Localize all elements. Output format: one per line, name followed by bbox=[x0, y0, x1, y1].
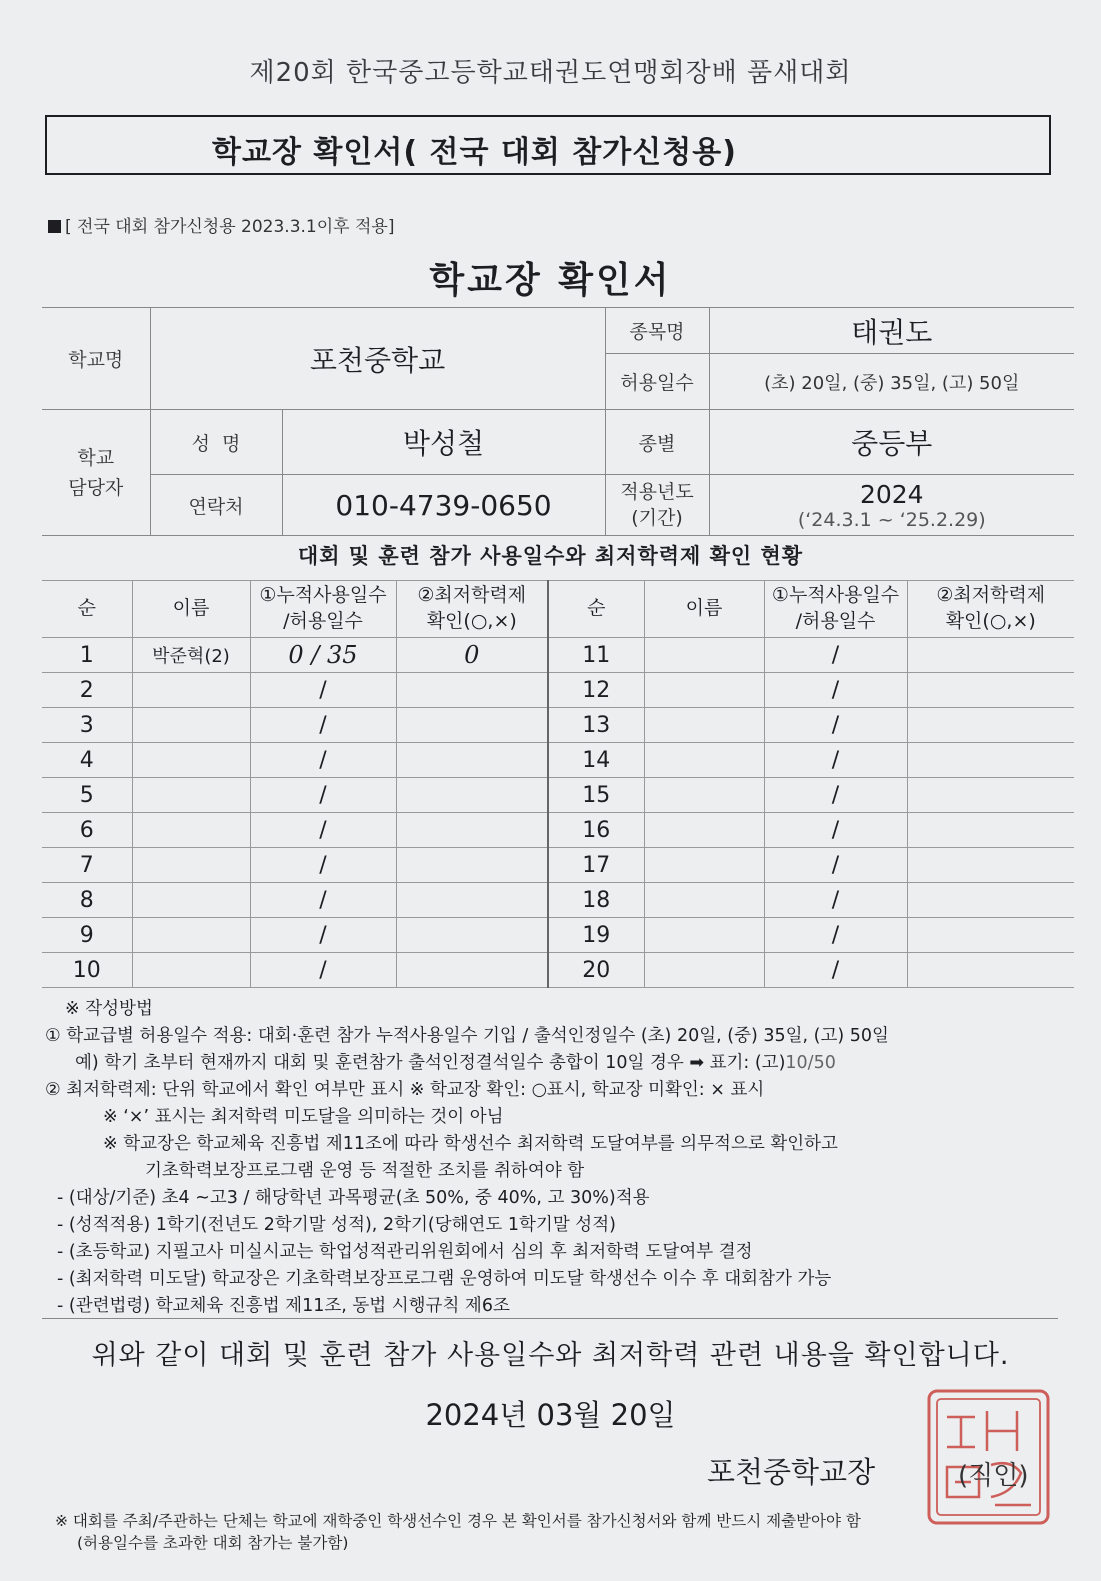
detail-1: - (대상/기준) 초4 ~고3 / 해당학년 과목평균(초 50%, 중 40%, 고 30%)적용 bbox=[57, 1188, 650, 1208]
row-days: / bbox=[764, 778, 907, 813]
issue-date: 2024년 03월 20일 bbox=[425, 1398, 676, 1432]
row-days: / bbox=[764, 673, 907, 708]
confirm-statement: 위와 같이 대회 및 훈련 참가 사용일수와 최저학력 관련 내용을 확인합니다. bbox=[91, 1340, 1010, 1371]
note-1-example bbox=[45, 1050, 1055, 1077]
year-cell bbox=[709, 475, 1074, 536]
roster-header-row bbox=[42, 581, 1074, 638]
row-name bbox=[644, 638, 764, 673]
signer-title: 포천중학교장 bbox=[707, 1455, 876, 1489]
row-days: / bbox=[764, 813, 907, 848]
allowed-label: 허용일수 bbox=[605, 354, 709, 410]
square-bullet-icon bbox=[48, 220, 61, 233]
table-row bbox=[42, 708, 1074, 743]
row-check bbox=[907, 743, 1074, 778]
row-check bbox=[396, 813, 548, 848]
row-no: 20 bbox=[548, 953, 644, 988]
header-name: 이름 bbox=[644, 581, 764, 638]
row-no: 17 bbox=[548, 848, 644, 883]
row-check bbox=[907, 708, 1074, 743]
row-name bbox=[132, 708, 250, 743]
sport-value: 태권도 bbox=[709, 308, 1074, 354]
school-value: 포천중학교 bbox=[150, 308, 605, 410]
contact-label: 연락처 bbox=[150, 475, 282, 536]
row-no: 1 bbox=[42, 638, 132, 673]
note-2-a: ※ ‘×’ 표시는 최저학력 미도달을 의미하는 것이 아님 bbox=[103, 1107, 504, 1127]
row-no: 19 bbox=[548, 918, 644, 953]
detail-3: - (초등학교) 지필고사 미실시교는 학업성적관리위원회에서 심의 후 최저학력 도달여부 결정 bbox=[57, 1242, 753, 1262]
contact-value: 010-4739-0650 bbox=[282, 475, 605, 536]
division-value: 중등부 bbox=[709, 410, 1074, 475]
row-name bbox=[644, 743, 764, 778]
table-row bbox=[42, 743, 1074, 778]
row-name bbox=[644, 883, 764, 918]
note-2-b2: 기초학력보장프로그램 운영 등 적절한 조치를 취하여야 함 bbox=[145, 1161, 585, 1181]
header-days: ①누적사용일수 /허용일수 bbox=[764, 581, 907, 638]
row-name bbox=[132, 883, 250, 918]
row-days: / bbox=[764, 638, 907, 673]
row-check bbox=[396, 673, 548, 708]
notes-heading: ※ 작성방법 bbox=[65, 999, 153, 1019]
info-table bbox=[42, 307, 1074, 536]
row-name bbox=[644, 813, 764, 848]
row-check: 0 bbox=[396, 638, 548, 673]
division-label: 종별 bbox=[605, 410, 709, 475]
row-no: 10 bbox=[42, 953, 132, 988]
row-check bbox=[396, 918, 548, 953]
row-days: / bbox=[250, 708, 396, 743]
title-box bbox=[45, 115, 1051, 175]
note-1-example-text: 예) 학기 초부터 현재까지 대회 및 훈련참가 출석인정결석일수 총합이 10일 경우 ➡ 표기: (고) bbox=[75, 1053, 786, 1073]
row-days: / bbox=[250, 848, 396, 883]
footer-line-1: ※ 대회를 주최/주관하는 단체는 학교에 재학중인 학생선수인 경우 본 확인서를 참가신청서와 함께 반드시 제출받아야 함 bbox=[55, 1512, 861, 1530]
row-no: 5 bbox=[42, 778, 132, 813]
row-no: 4 bbox=[42, 743, 132, 778]
note-1-example-value: 10/50 bbox=[785, 1053, 836, 1073]
note-1: ① 학교급별 허용일수 적용: 대회·훈련 참가 누적사용일수 기입 / 출석인정일수 (초) 20일, (중) 35일, (고) 50일 bbox=[45, 1026, 889, 1046]
table-row bbox=[42, 883, 1074, 918]
year-value: 2024 bbox=[859, 479, 924, 509]
row-name bbox=[132, 673, 250, 708]
name-label: 성 명 bbox=[150, 410, 282, 475]
row-check bbox=[907, 673, 1074, 708]
table-row bbox=[42, 778, 1074, 813]
row-no: 3 bbox=[42, 708, 132, 743]
table-row bbox=[42, 953, 1074, 988]
header-days: ①누적사용일수 /허용일수 bbox=[250, 581, 396, 638]
row-days: / bbox=[764, 953, 907, 988]
table-row bbox=[42, 638, 1074, 673]
row-no: 14 bbox=[548, 743, 644, 778]
row-no: 16 bbox=[548, 813, 644, 848]
table-row bbox=[42, 673, 1074, 708]
row-check bbox=[907, 953, 1074, 988]
row-check bbox=[907, 638, 1074, 673]
table-row bbox=[42, 848, 1074, 883]
row-check bbox=[396, 743, 548, 778]
row-name bbox=[132, 813, 250, 848]
row-check bbox=[396, 953, 548, 988]
row-name bbox=[132, 918, 250, 953]
writing-instructions bbox=[45, 996, 1055, 1320]
header-check: ②최저학력제 확인(○,×) bbox=[396, 581, 548, 638]
row-name bbox=[132, 743, 250, 778]
divider bbox=[42, 1318, 1058, 1319]
row-check bbox=[907, 848, 1074, 883]
row-check bbox=[396, 708, 548, 743]
row-days: / bbox=[250, 673, 396, 708]
header-name: 이름 bbox=[132, 581, 250, 638]
row-name bbox=[132, 848, 250, 883]
row-no: 6 bbox=[42, 813, 132, 848]
row-no: 18 bbox=[548, 883, 644, 918]
row-check bbox=[907, 778, 1074, 813]
apply-note bbox=[48, 212, 394, 237]
detail-5: - (관련법령) 학교체육 진흥법 제11조, 동법 시행규칙 제6조 bbox=[57, 1296, 510, 1316]
row-name bbox=[132, 778, 250, 813]
row-name bbox=[644, 673, 764, 708]
row-days: 0 / 35 bbox=[250, 638, 396, 673]
row-no: 13 bbox=[548, 708, 644, 743]
row-no: 11 bbox=[548, 638, 644, 673]
row-name bbox=[644, 918, 764, 953]
seal-label: (직인) bbox=[958, 1461, 1029, 1491]
row-name bbox=[644, 848, 764, 883]
apply-note-text: [ 전국 대회 참가신청용 2023.3.1이후 적용] bbox=[65, 217, 395, 237]
row-no: 15 bbox=[548, 778, 644, 813]
row-days: / bbox=[250, 743, 396, 778]
year-label: 적용년도 (기간) bbox=[605, 475, 709, 536]
roster-table bbox=[42, 580, 1074, 988]
row-days: / bbox=[250, 918, 396, 953]
row-no: 7 bbox=[42, 848, 132, 883]
detail-4: - (최저학력 미도달) 학교장은 기초학력보장프로그램 운영하여 미도달 학생선수 이수 후 대회참가 가능 bbox=[57, 1269, 832, 1289]
table-row bbox=[42, 813, 1074, 848]
allowed-value: (초) 20일, (중) 35일, (고) 50일 bbox=[709, 354, 1074, 410]
stat-title: 대회 및 훈련 참가 사용일수와 최저학력제 확인 현황 bbox=[297, 544, 804, 568]
row-name bbox=[132, 953, 250, 988]
manager-label: 학교 담당자 bbox=[42, 410, 150, 536]
note-2-b: ※ 학교장은 학교체육 진흥법 제11조에 따라 학생선수 최저학력 도달여부를 의무적으로 확인하고 bbox=[103, 1134, 838, 1154]
row-days: / bbox=[250, 883, 396, 918]
row-no: 8 bbox=[42, 883, 132, 918]
row-no: 9 bbox=[42, 918, 132, 953]
row-check bbox=[396, 848, 548, 883]
row-days: / bbox=[250, 813, 396, 848]
main-title: 학교장 확인서 bbox=[429, 260, 672, 301]
row-name bbox=[644, 708, 764, 743]
row-check bbox=[396, 778, 548, 813]
row-name bbox=[644, 953, 764, 988]
note-2: ② 최저학력제: 단위 학교에서 확인 여부만 표시 ※ 학교장 확인: ○표시, 학교장 미확인: × 표시 bbox=[45, 1080, 765, 1100]
row-check bbox=[907, 883, 1074, 918]
row-days: / bbox=[764, 848, 907, 883]
row-days: / bbox=[764, 743, 907, 778]
row-name bbox=[644, 778, 764, 813]
row-days: / bbox=[764, 883, 907, 918]
sport-label: 종목명 bbox=[605, 308, 709, 354]
name-value: 박성철 bbox=[282, 410, 605, 475]
table-row bbox=[42, 918, 1074, 953]
row-days: / bbox=[250, 953, 396, 988]
box-title: 학교장 확인서( 전국 대회 참가신청용) bbox=[212, 135, 737, 170]
row-days: / bbox=[764, 918, 907, 953]
year-period: (‘24.3.1 ~ ‘25.2.29) bbox=[797, 508, 986, 531]
row-check bbox=[907, 813, 1074, 848]
footer-line-2: (허용일수를 초과한 대회 참가는 불가함) bbox=[77, 1534, 349, 1552]
row-days: / bbox=[764, 708, 907, 743]
row-days: / bbox=[250, 778, 396, 813]
event-title: 제20회 한국중고등학교태권도연맹회장배 품새대회 bbox=[249, 58, 852, 88]
row-check bbox=[907, 918, 1074, 953]
footer-note bbox=[55, 1510, 861, 1554]
header-no: 순 bbox=[548, 581, 644, 638]
header-check: ②최저학력제 확인(○,×) bbox=[907, 581, 1074, 638]
school-label: 학교명 bbox=[42, 308, 150, 410]
detail-2: - (성적적용) 1학기(전년도 2학기말 성적), 2학기(당해연도 1학기말 성적) bbox=[57, 1215, 616, 1235]
row-no: 2 bbox=[42, 673, 132, 708]
row-no: 12 bbox=[548, 673, 644, 708]
row-check bbox=[396, 883, 548, 918]
row-name: 박준혁(2) bbox=[132, 638, 250, 673]
header-no: 순 bbox=[42, 581, 132, 638]
